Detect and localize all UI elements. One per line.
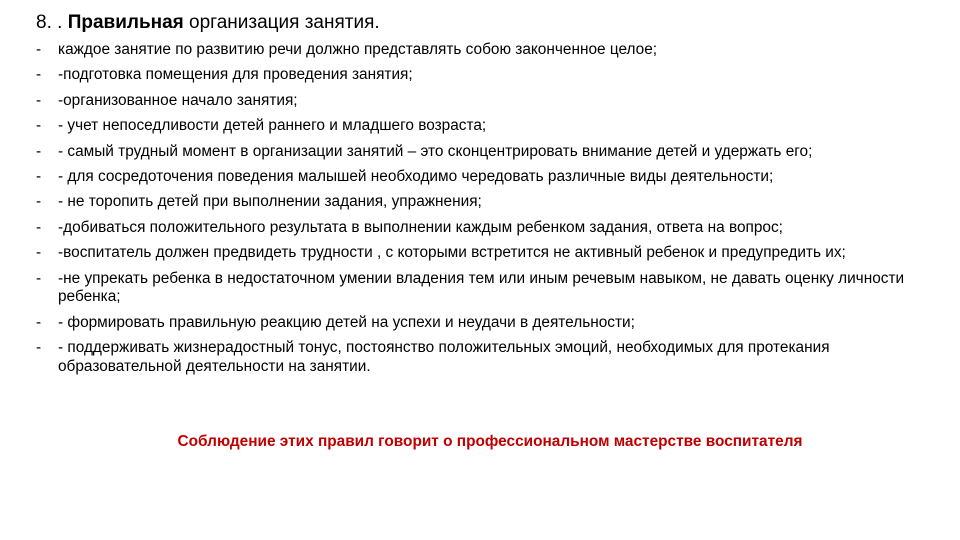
bullet-dash: -: [36, 269, 42, 287]
list-item-text: -не упрекать ребенка в недостаточном умении владения тем или иным речевым навыком, не давать оценку личности ребенка;: [58, 269, 905, 306]
list-item: [36, 66, 946, 85]
list-item-text: - формировать правильную реакцию детей на успехи и неудачи в деятельности;: [58, 313, 635, 331]
bullet-dash: -: [36, 244, 42, 262]
list-item: [36, 168, 946, 187]
bullet-dash: -: [36, 142, 42, 160]
list-item: [36, 41, 946, 60]
bullet-dash: -: [36, 339, 42, 357]
list-item: [36, 314, 946, 333]
list-item-text: -воспитатель должен предвидеть трудности , с которыми встретится не активный ребенок и предупредить их;: [58, 244, 846, 262]
list-item: [36, 193, 946, 212]
bullet-dash: -: [36, 117, 42, 135]
bullet-dash: -: [36, 218, 42, 236]
conclusion-text: Соблюдение этих правил говорит о профессиональном мастерстве воспитателя: [177, 433, 803, 450]
list-item: [36, 143, 946, 162]
list-item-text: - для сосредоточения поведения малышей необходимо чередовать различные виды деятельности;: [58, 167, 774, 185]
title-bold-word: Правильная: [67, 12, 184, 33]
bullet-dash: -: [36, 91, 42, 109]
title-rest: организация занятия.: [189, 12, 380, 33]
list-item-text: -организованное начало занятия;: [58, 91, 298, 109]
list-item-text: - самый трудный момент в организации занятий – это сконцентрировать внимание детей и удержать его;: [58, 142, 813, 160]
list-item: [36, 92, 946, 111]
bullet-dash: -: [36, 193, 42, 211]
list-item-text: - поддерживать жизнерадостный тонус, постоянство положительных эмоций, необходимых для протекания образовательной деятельности на занятии.: [58, 339, 830, 375]
bullet-dash: -: [36, 66, 42, 84]
list-item-text: - учет непоседливости детей раннего и младшего возраста;: [58, 117, 487, 135]
bullet-dash: -: [36, 167, 42, 185]
title-number: 8. .: [36, 12, 63, 33]
list-item: [36, 117, 946, 136]
list-item: [36, 219, 946, 238]
list-item-text: -добиваться положительного результата в выполнении каждым ребенком задания, ответа на вопрос;: [58, 218, 783, 236]
list-item: [36, 270, 946, 308]
bullet-dash: -: [36, 41, 42, 58]
list-item-text: -подготовка помещения для проведения занятия;: [58, 66, 413, 84]
list-item: [36, 339, 946, 377]
rules-list: [36, 41, 946, 383]
list-item-text: каждое занятие по развитию речи должно представлять собою законченное целое;: [58, 41, 658, 58]
bullet-dash: -: [36, 313, 42, 331]
slide-title: [36, 10, 380, 36]
list-item-text: - не торопить детей при выполнении задания, упражнения;: [58, 193, 482, 211]
list-item: [36, 244, 946, 263]
